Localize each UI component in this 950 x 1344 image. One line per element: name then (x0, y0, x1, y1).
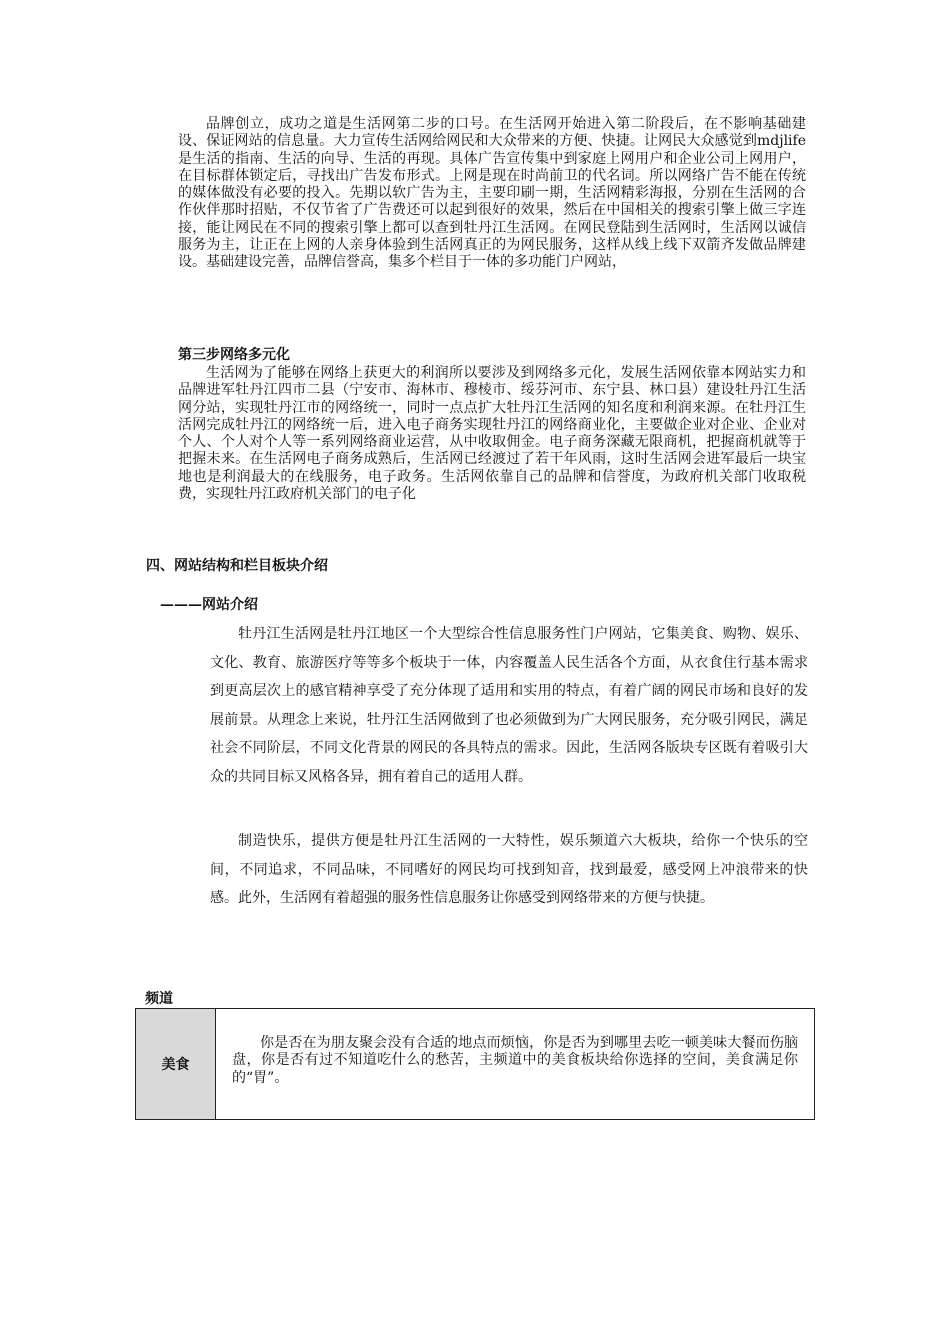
brand-paragraph: 品牌创立，成功之道是生活网第二步的口号。在生活网开始进入第二阶段后，在不影响基础建设、保证网站的信息量。大力宣传生活网给网民和大众带来的方便、快捷。让网民大众感觉到mdjlife是生活的指南、生活的向导、生活的再现。具体广告宣传集中到家庭上网用户和企业公司上网用户，在目标群体锁定后，寻找出广告发布形式。上网是现在时尚前卫的代名词。所以网络广告不能在传统的媒体做没有必要的投入。先期以软广告为主，主要印刷一期，生活网精彩海报，分别在生活网的合作伙伴那时招贴，不仅节省了广告费还可以起到很好的效果，然后在中国相关的搜索引擎上做三字连接，能让网民在不同的搜索引擎上都可以查到牡丹江生活网。在网民登陆到生活网时，生活网以诚信服务为主，让正在上网的人亲身体验到生活网真正的为网民服务，这样从线上线下双箭齐发做品牌建设。基础建设完善，品牌信誉高，集多个栏目于一体的多功能门户网站， (178, 116, 806, 271)
site-intro-paragraph-1: 牡丹江生活网是牡丹江地区一个大型综合性信息服务性门户网站，它集美食、购物、娱乐、文化、教育、旅游医疗等等多个板块于一体，内容覆盖人民生活各个方面，从衣食住行基本需求到更高层次上的感官精神享受了充分体现了适用和实用的特点，有着广阔的网民市场和良好的发展前景。从理念上来说，牡丹江生活网做到了也必须做到为广大网民服务，充分吸引网民，满足社会不同阶层，不同文化背景的网民的各具特点的需求。因此，生活网各版块专区既有着吸引大众的共同目标又风格各异，拥有着自己的适用人群。 (210, 626, 808, 785)
channel-name-cell: 美食 (136, 1009, 216, 1119)
channel-table (135, 1008, 815, 1120)
section4-heading: 四、网站结构和栏目板块介绍 (146, 558, 328, 574)
channel-label: 频道 (145, 991, 173, 1007)
diversification-paragraph: 生活网为了能够在网络上获更大的利润所以要涉及到网络多元化，发展生活网依靠本网站实力和品牌进军牡丹江四市二县（宁安市、海林市、穆棱市、绥芬河市、东宁县、林口县）建设牡丹江生活网分站，实现牡丹江市的网络统一，同时一点点扩大牡丹江生活网的知名度和利润来源。在牡丹江生活网完成牡丹江的网络统一后，进入电子商务实现牡丹江的网络商业化，主要做企业对企业、企业对个人、个人对个人等一系列网络商业运营，从中收取佣金。电子商务深藏无限商机，把握商机就等于把握未来。在生活网电子商务成熟后，生活网已经渡过了若干年风雨，这时生活网会进军最后一块宝地也是利润最大的在线服务，电子政务。生活网依靠自己的品牌和信誉度，为政府机关部门收取税费，实现牡丹江政府机关部门的电子化 (178, 365, 806, 503)
channel-description-cell: 你是否在为朋友聚会没有合适的地点而烦恼，你是否为到哪里去吃一顿美味大餐而伤脑盘，你是否有过不知道吃什么的愁苦，主频道中的美食板块给你选择的空间，美食满足你的“胃”。 (232, 1035, 798, 1086)
step3-heading: 第三步网络多元化 (178, 347, 290, 363)
site-intro-paragraph-2: 制造快乐，提供方便是牡丹江生活网的一大特性，娱乐频道六大板块，给你一个快乐的空间，不同追求，不同品味，不同嗜好的网民均可找到知音，找到最爱，感受网上冲浪带来的快感。此外，生活网有着超强的服务性信息服务让你感受到网络带来的方便与快捷。 (210, 833, 808, 907)
site-intro-subheading: ———网站介绍 (160, 597, 258, 613)
